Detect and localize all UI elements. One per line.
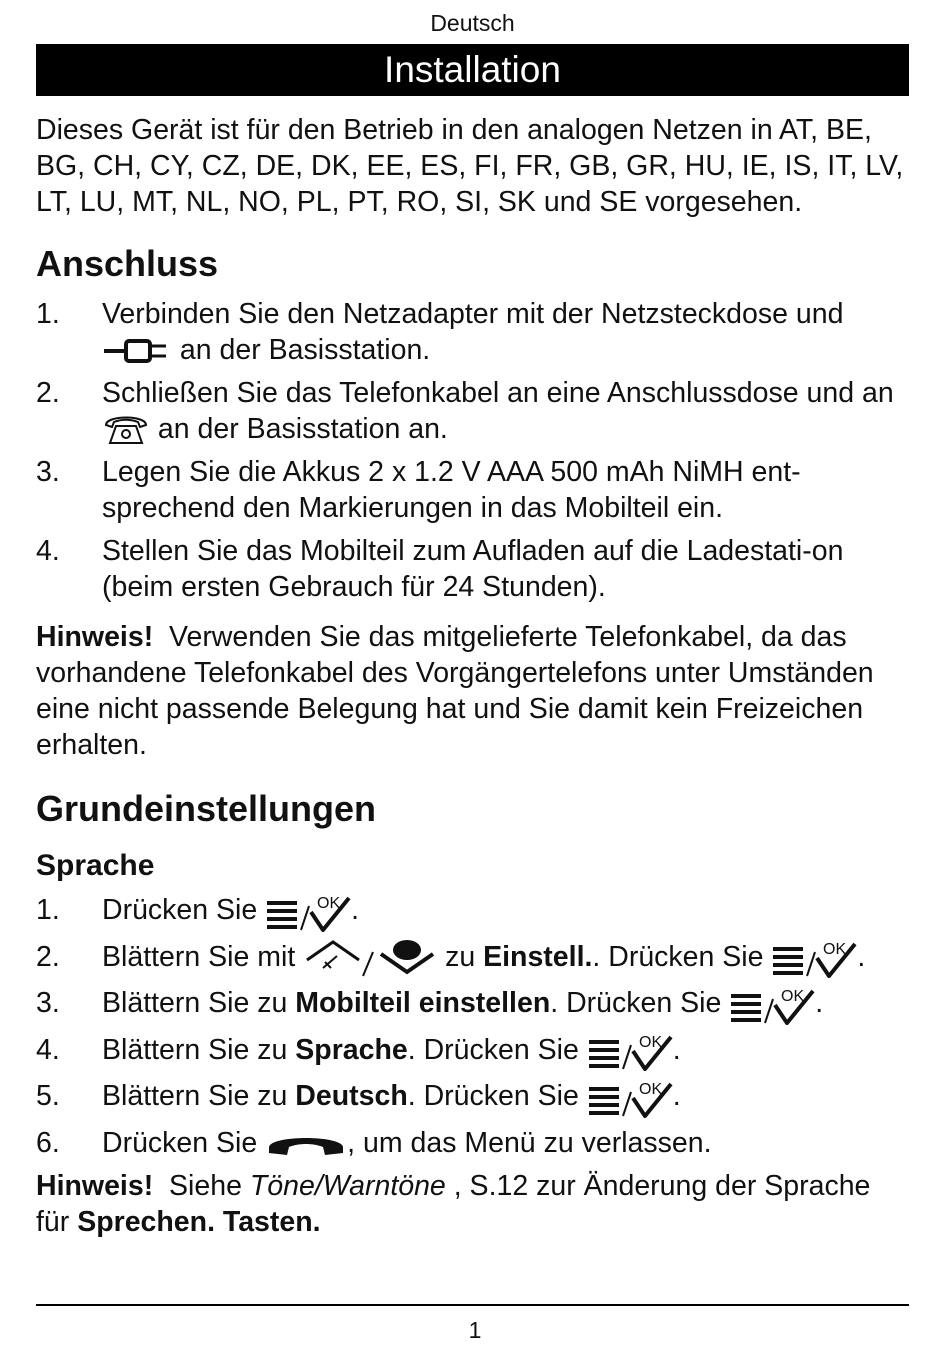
list-item: 3. Legen Sie die Akkus 2 x 1.2 V AAA 500 mAh NiMH ent-sprechend den Markierungen in das Mobilteil ein. [36, 456, 801, 525]
list-item: 1. Verbinden Sie den Netzadapter mit der Netzsteckdose und an der Basisstation. [36, 298, 844, 366]
menu-ok-icon [587, 1078, 673, 1118]
note-sprache: Hinweis! Siehe Töne/Warntöne , S.12 zur Änderung der Sprache für Sprechen. Tasten. [36, 1169, 871, 1238]
anschluss-steps [36, 296, 909, 605]
list-item: 1. Drücken Sie . [36, 891, 909, 931]
end-call-icon [265, 1127, 347, 1161]
sprache-steps [36, 891, 909, 1161]
menu-ok-icon [729, 985, 815, 1025]
subheading-sprache: Sprache [36, 849, 155, 883]
power-connector-icon [102, 337, 172, 365]
list-item: 2. Blättern Sie mit zu Einstell.. Drücken Sie . [36, 938, 909, 978]
language-label: Deutsch [430, 10, 515, 36]
menu-ok-icon [771, 938, 857, 978]
note-anschluss: Hinweis! Verwenden Sie das mitgelieferte Telefonkabel, da das vorhandene Telefonkabel des Vorgängertelefons unter Umständen eine nicht passende Belegung hat und Sie damit kein Freizeichen erhalten. [36, 621, 874, 762]
intro-paragraph: Dieses Gerät ist für den Betrieb in den analogen Netzen in AT, BE, BG, CH, CY, CZ, DE, DK, EE, ES, FI, FR, GB, GR, HU, IE, IS, IT, LV, LT, LU, MT, NL, NO, PL, PT, RO, SI, SK und SE vorgesehen. [36, 114, 904, 218]
list-item: 4. Blättern Sie zu Sprache. Drücken Sie . [36, 1031, 909, 1071]
list-item: 2. Schließen Sie das Telefonkabel an eine Anschlussdose und an an der Basisstation an. [36, 375, 909, 447]
section-heading-anschluss: Anschluss [36, 243, 219, 284]
footer-divider [36, 1304, 909, 1306]
menu-ok-icon [265, 892, 351, 932]
menu-ok-icon [587, 1031, 673, 1071]
list-item: 4. Stellen Sie das Mobilteil zum Aufladen auf die Ladestati-on (beim ersten Gebrauch für 24 Stunden). [36, 535, 844, 604]
list-item: 6. Drücken Sie , um das Menü zu verlassen. [36, 1124, 909, 1162]
note-label: Hinweis! [36, 621, 154, 654]
telephone-socket-icon [102, 413, 150, 447]
page-title: Installation [36, 44, 909, 96]
page-number: 1 [468, 1317, 482, 1343]
list-item: 3. Blättern Sie zu Mobilteil einstellen. Drücken Sie . [36, 984, 909, 1024]
navigation-up-down-icon [303, 938, 437, 978]
list-item: 5. Blättern Sie zu Deutsch. Drücken Sie . [36, 1077, 909, 1117]
note-label: Hinweis! [36, 1169, 154, 1202]
section-heading-grundeinstellungen: Grundeinstellungen [36, 788, 377, 830]
